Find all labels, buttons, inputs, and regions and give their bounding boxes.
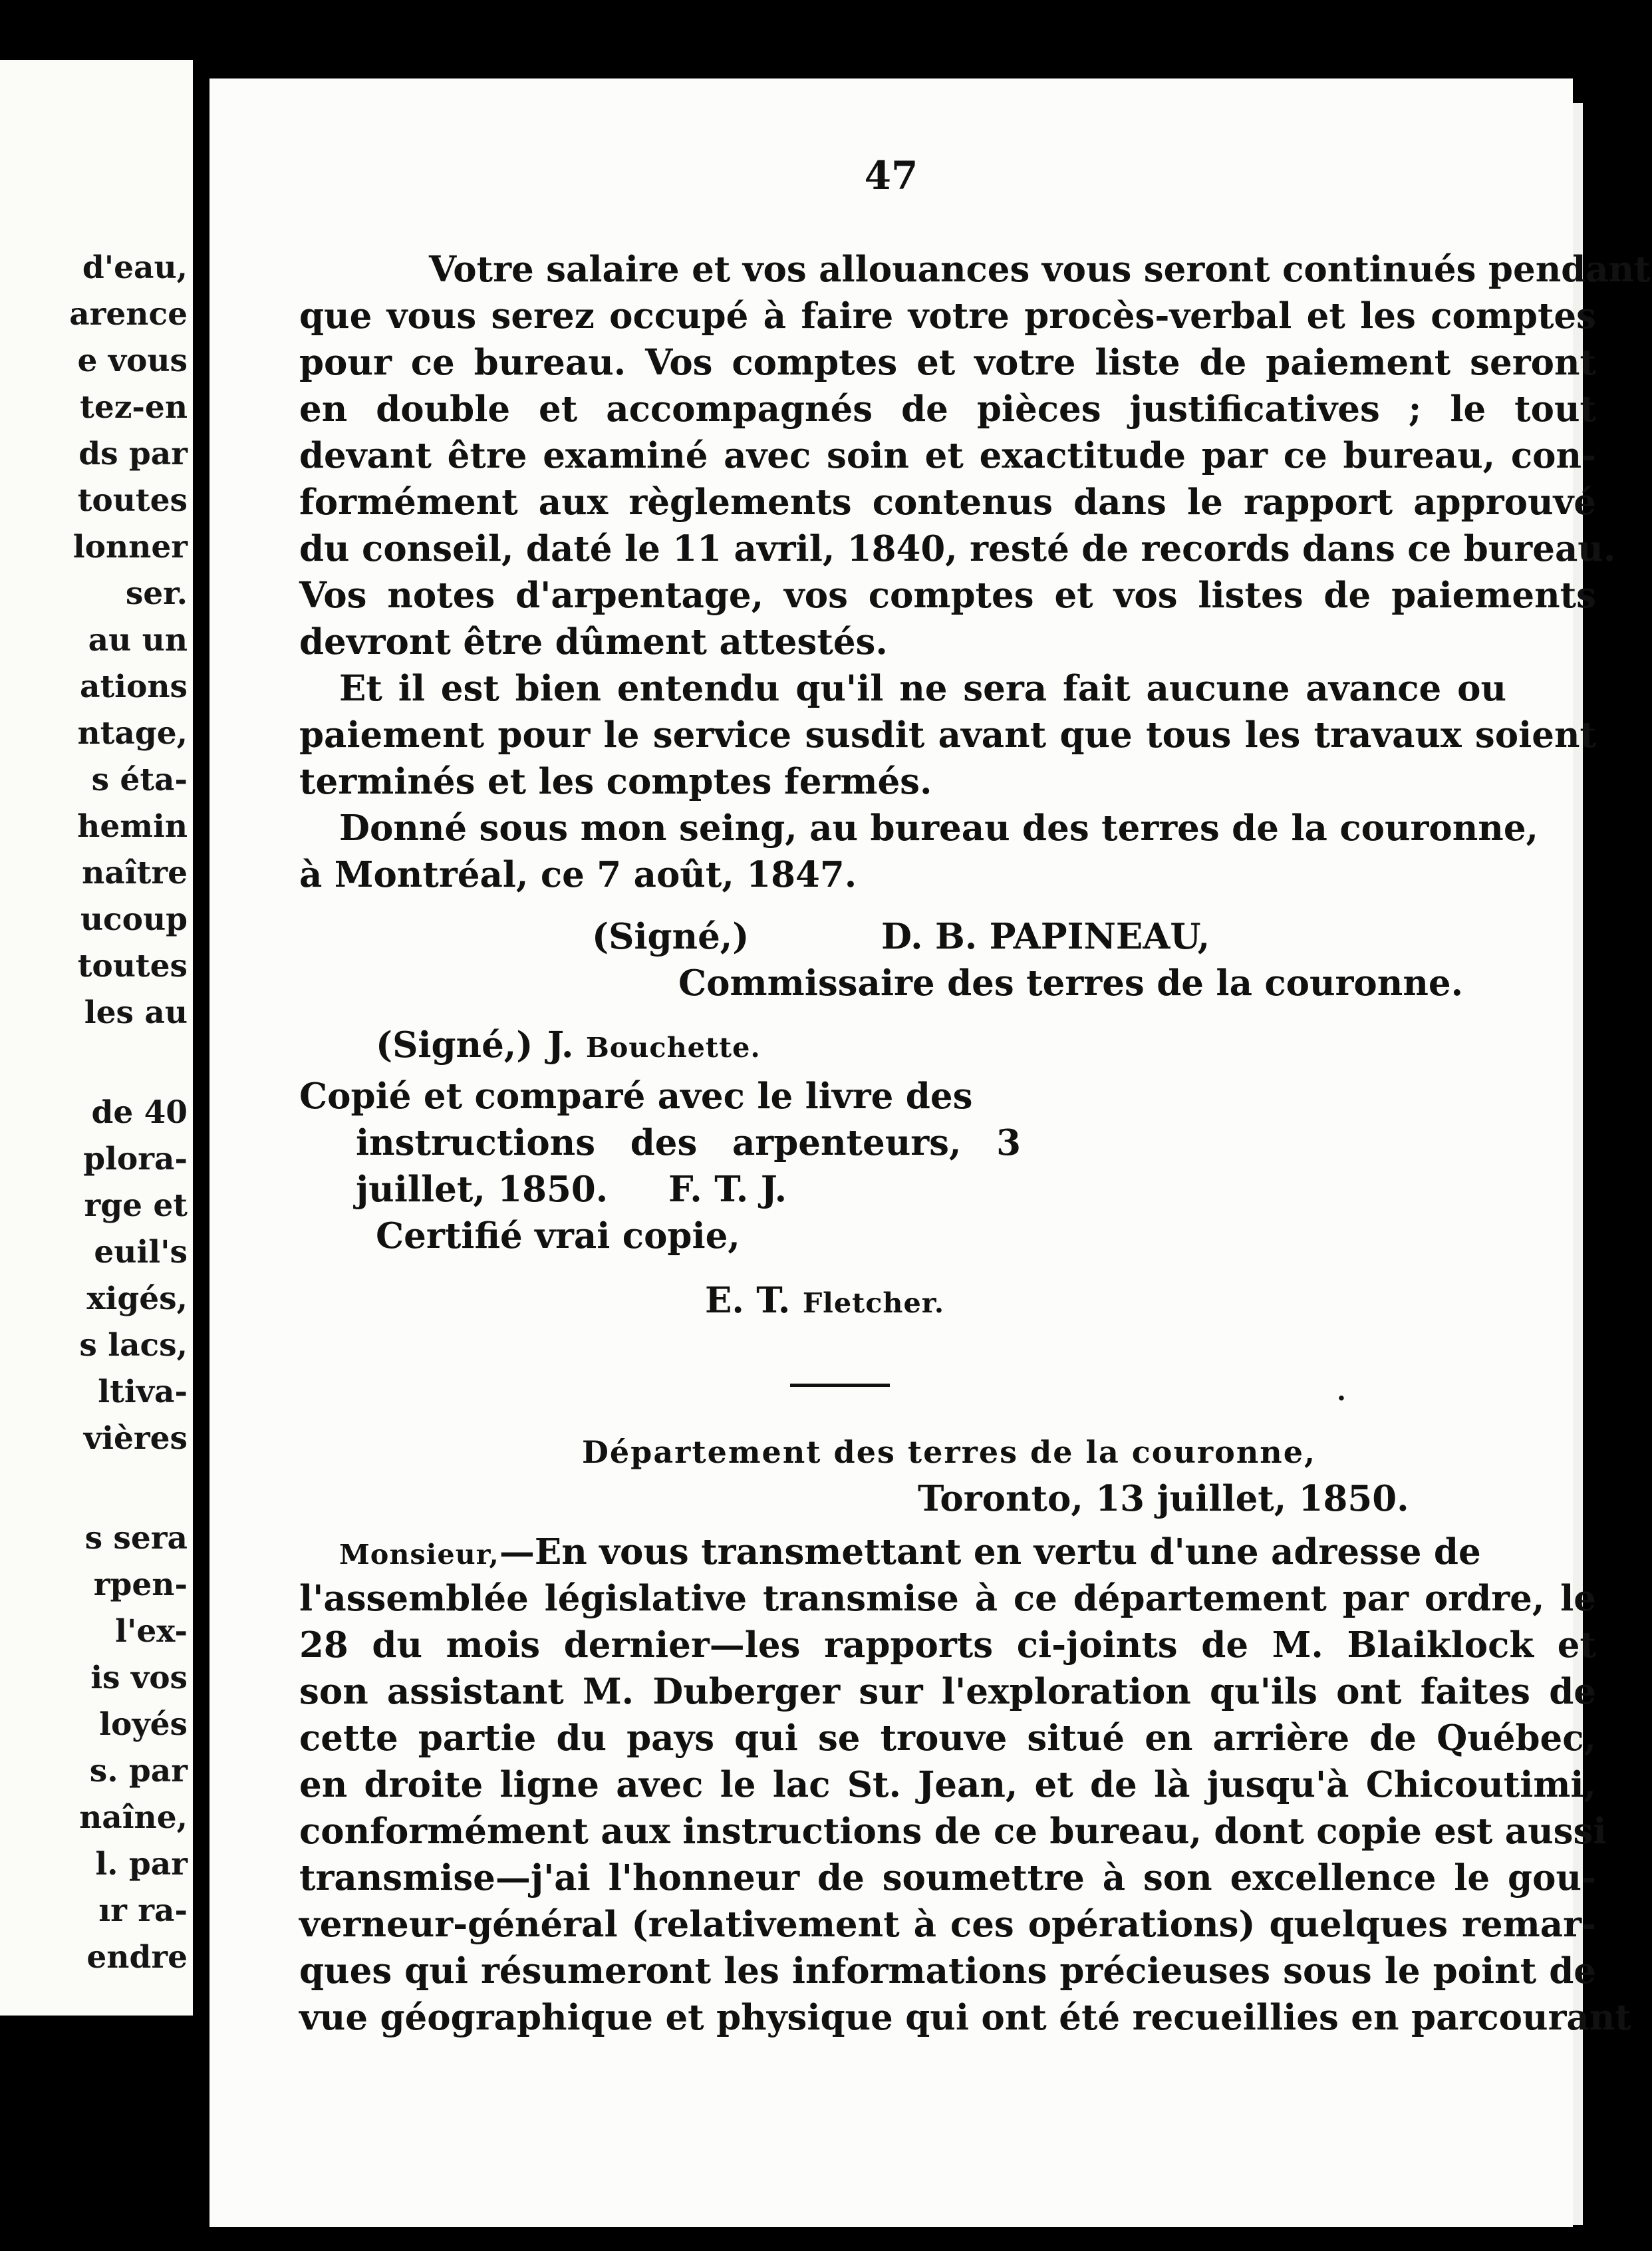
- letter-heading: Département des terres de la couronne,: [582, 1434, 1316, 1470]
- copy-note-signer: E. T. Fletcher.: [705, 1280, 945, 1321]
- left-page-line: l'ex-: [115, 1613, 188, 1650]
- left-page-line: ntage,: [77, 715, 188, 752]
- paragraph-2-line: Et il est bien entendu qu'il ne sera fait aucune avance ou: [339, 668, 1506, 709]
- left-page-line: loyés: [99, 1706, 188, 1743]
- left-page-line: ır ra-: [98, 1892, 188, 1929]
- left-page-line: l. par: [95, 1846, 188, 1882]
- left-page-line: e vous: [77, 343, 188, 379]
- letter-place-date: Toronto, 13 juillet, 1850.: [918, 1478, 1409, 1519]
- left-page-line: toutes: [77, 948, 188, 984]
- copy-note-line: Copié et comparé avec le livre des: [299, 1076, 973, 1117]
- right-page: [209, 78, 1651, 2227]
- paragraph-1-line: en double et accompagnés de pièces justificatives ; le tout: [299, 388, 1596, 430]
- letter-line: conformément aux instructions de ce bureau, dont copie est aussi: [299, 1811, 1607, 1852]
- paragraph-3-line: à Montréal, ce 7 août, 1847.: [299, 854, 857, 895]
- paragraph-1-line: du conseil, daté le 11 avril, 1840, resté de records dans ce bureau.: [299, 528, 1616, 569]
- left-page-line: hemin: [77, 808, 188, 845]
- left-page-line: naîne,: [79, 1799, 188, 1836]
- letter-line: 28 du mois dernier—les rapports ci-joints de M. Blaiklock et: [299, 1624, 1596, 1666]
- copy-note-initials: F. T. J.: [668, 1169, 787, 1210]
- left-page-line: xigés,: [86, 1280, 188, 1317]
- paragraph-1-line: pour ce bureau. Vos comptes et votre liste de paiement seront: [299, 342, 1596, 383]
- left-page-line: rge et: [84, 1187, 188, 1224]
- left-page-line: naître: [82, 855, 188, 891]
- left-page-line: s lacs,: [79, 1327, 188, 1364]
- letter-line: son assistant M. Duberger sur l'exploration qu'ils ont faites de: [299, 1671, 1596, 1712]
- letter-line: en droite ligne avec le lac St. Jean, et de là jusqu'à Chicoutimi,: [299, 1764, 1596, 1805]
- letter-line: vue géographique et physique qui ont été recueillies en parcourant: [299, 1997, 1631, 2038]
- copy-note-line: juillet, 1850.: [356, 1169, 609, 1210]
- left-page-line: ser.: [125, 575, 188, 612]
- letter-line: verneur-général (relativement à ces opérations) quelques remar-: [299, 1904, 1596, 1945]
- paragraph-3-line: Donné sous mon seing, au bureau des terres de la couronne,: [339, 808, 1539, 849]
- letter-line: transmise—j'ai l'honneur de soumettre à son excellence le gou-: [299, 1857, 1596, 1898]
- left-page-line: s sera: [84, 1520, 188, 1557]
- left-page-line: s éta-: [91, 762, 188, 798]
- left-page-line: ations: [80, 669, 188, 705]
- left-page-line: ucoup: [80, 901, 188, 938]
- copy-note-line: instructions des arpenteurs, 3: [356, 1122, 1021, 1163]
- left-page-line: is vos: [90, 1660, 188, 1696]
- signe-label: (Signé,): [592, 916, 750, 957]
- signer-title: Commissaire des terres de la couronne.: [678, 963, 1464, 1004]
- letter-salutation: Monsieur,: [339, 1538, 499, 1571]
- paragraph-1-line: devant être examiné avec soin et exactitude par ce bureau, con-: [299, 435, 1596, 476]
- left-page-line: plora-: [83, 1141, 188, 1177]
- left-page-line: s. par: [89, 1753, 188, 1789]
- left-page-line: lonner: [72, 529, 188, 565]
- letter-line: cette partie du pays qui se trouve situé en arrière de Québec,: [299, 1718, 1596, 1759]
- left-page-line: de 40: [91, 1094, 188, 1131]
- paragraph-1-line: que vous serez occupé à faire votre procès-verbal et les comptes: [299, 295, 1596, 337]
- paragraph-1-line: devront être dûment attestés.: [299, 621, 888, 663]
- paragraph-1-line: formément aux règlements contenus dans le rapport approuvé: [299, 482, 1596, 523]
- paragraph-2-line: terminés et les comptes fermés.: [299, 761, 932, 802]
- signe-label: (Signé,): [376, 1024, 533, 1066]
- copy-note-line: Certifié vrai copie,: [376, 1215, 740, 1257]
- paragraph-2-line: paiement pour le service susdit avant que tous les travaux soient: [299, 714, 1596, 756]
- letter-line: l'assemblée législative transmise à ce département par ordre, le: [299, 1578, 1596, 1619]
- left-page-line: d'eau,: [82, 249, 188, 286]
- left-page-line: endre: [86, 1939, 188, 1976]
- stray-mark: .: [1337, 1376, 1346, 1407]
- letter-first-line: Monsieur,—En vous transmettant en vertu d'une adresse de: [339, 1531, 1481, 1573]
- left-page-line: ds par: [78, 436, 188, 472]
- left-page-line: au un: [88, 622, 188, 659]
- left-page-line: ltiva-: [98, 1374, 188, 1410]
- left-page-line: rpen-: [93, 1567, 188, 1603]
- letter-line: ques qui résumeront les informations précieuses sous le point de: [299, 1950, 1596, 1992]
- left-page-line: euil's: [94, 1234, 188, 1271]
- left-page-line: toutes: [77, 482, 188, 519]
- left-page-fragment: [0, 60, 193, 2016]
- left-page-line: vières: [83, 1420, 188, 1457]
- left-page-line: les au: [84, 994, 188, 1031]
- left-page-line: tez-en: [80, 389, 188, 426]
- signer-name: J. Bouchette.: [547, 1024, 761, 1066]
- page-number: 47: [864, 153, 918, 198]
- paragraph-1-line: Votre salaire et vos allouances vous seront continués pendant: [429, 249, 1651, 290]
- signer-name: D. B. PAPINEAU,: [881, 916, 1210, 957]
- paragraph-1-line: Vos notes d'arpentage, vos comptes et vos listes de paiements: [299, 575, 1596, 616]
- left-page-line: arence: [69, 296, 188, 333]
- section-divider: [790, 1384, 890, 1387]
